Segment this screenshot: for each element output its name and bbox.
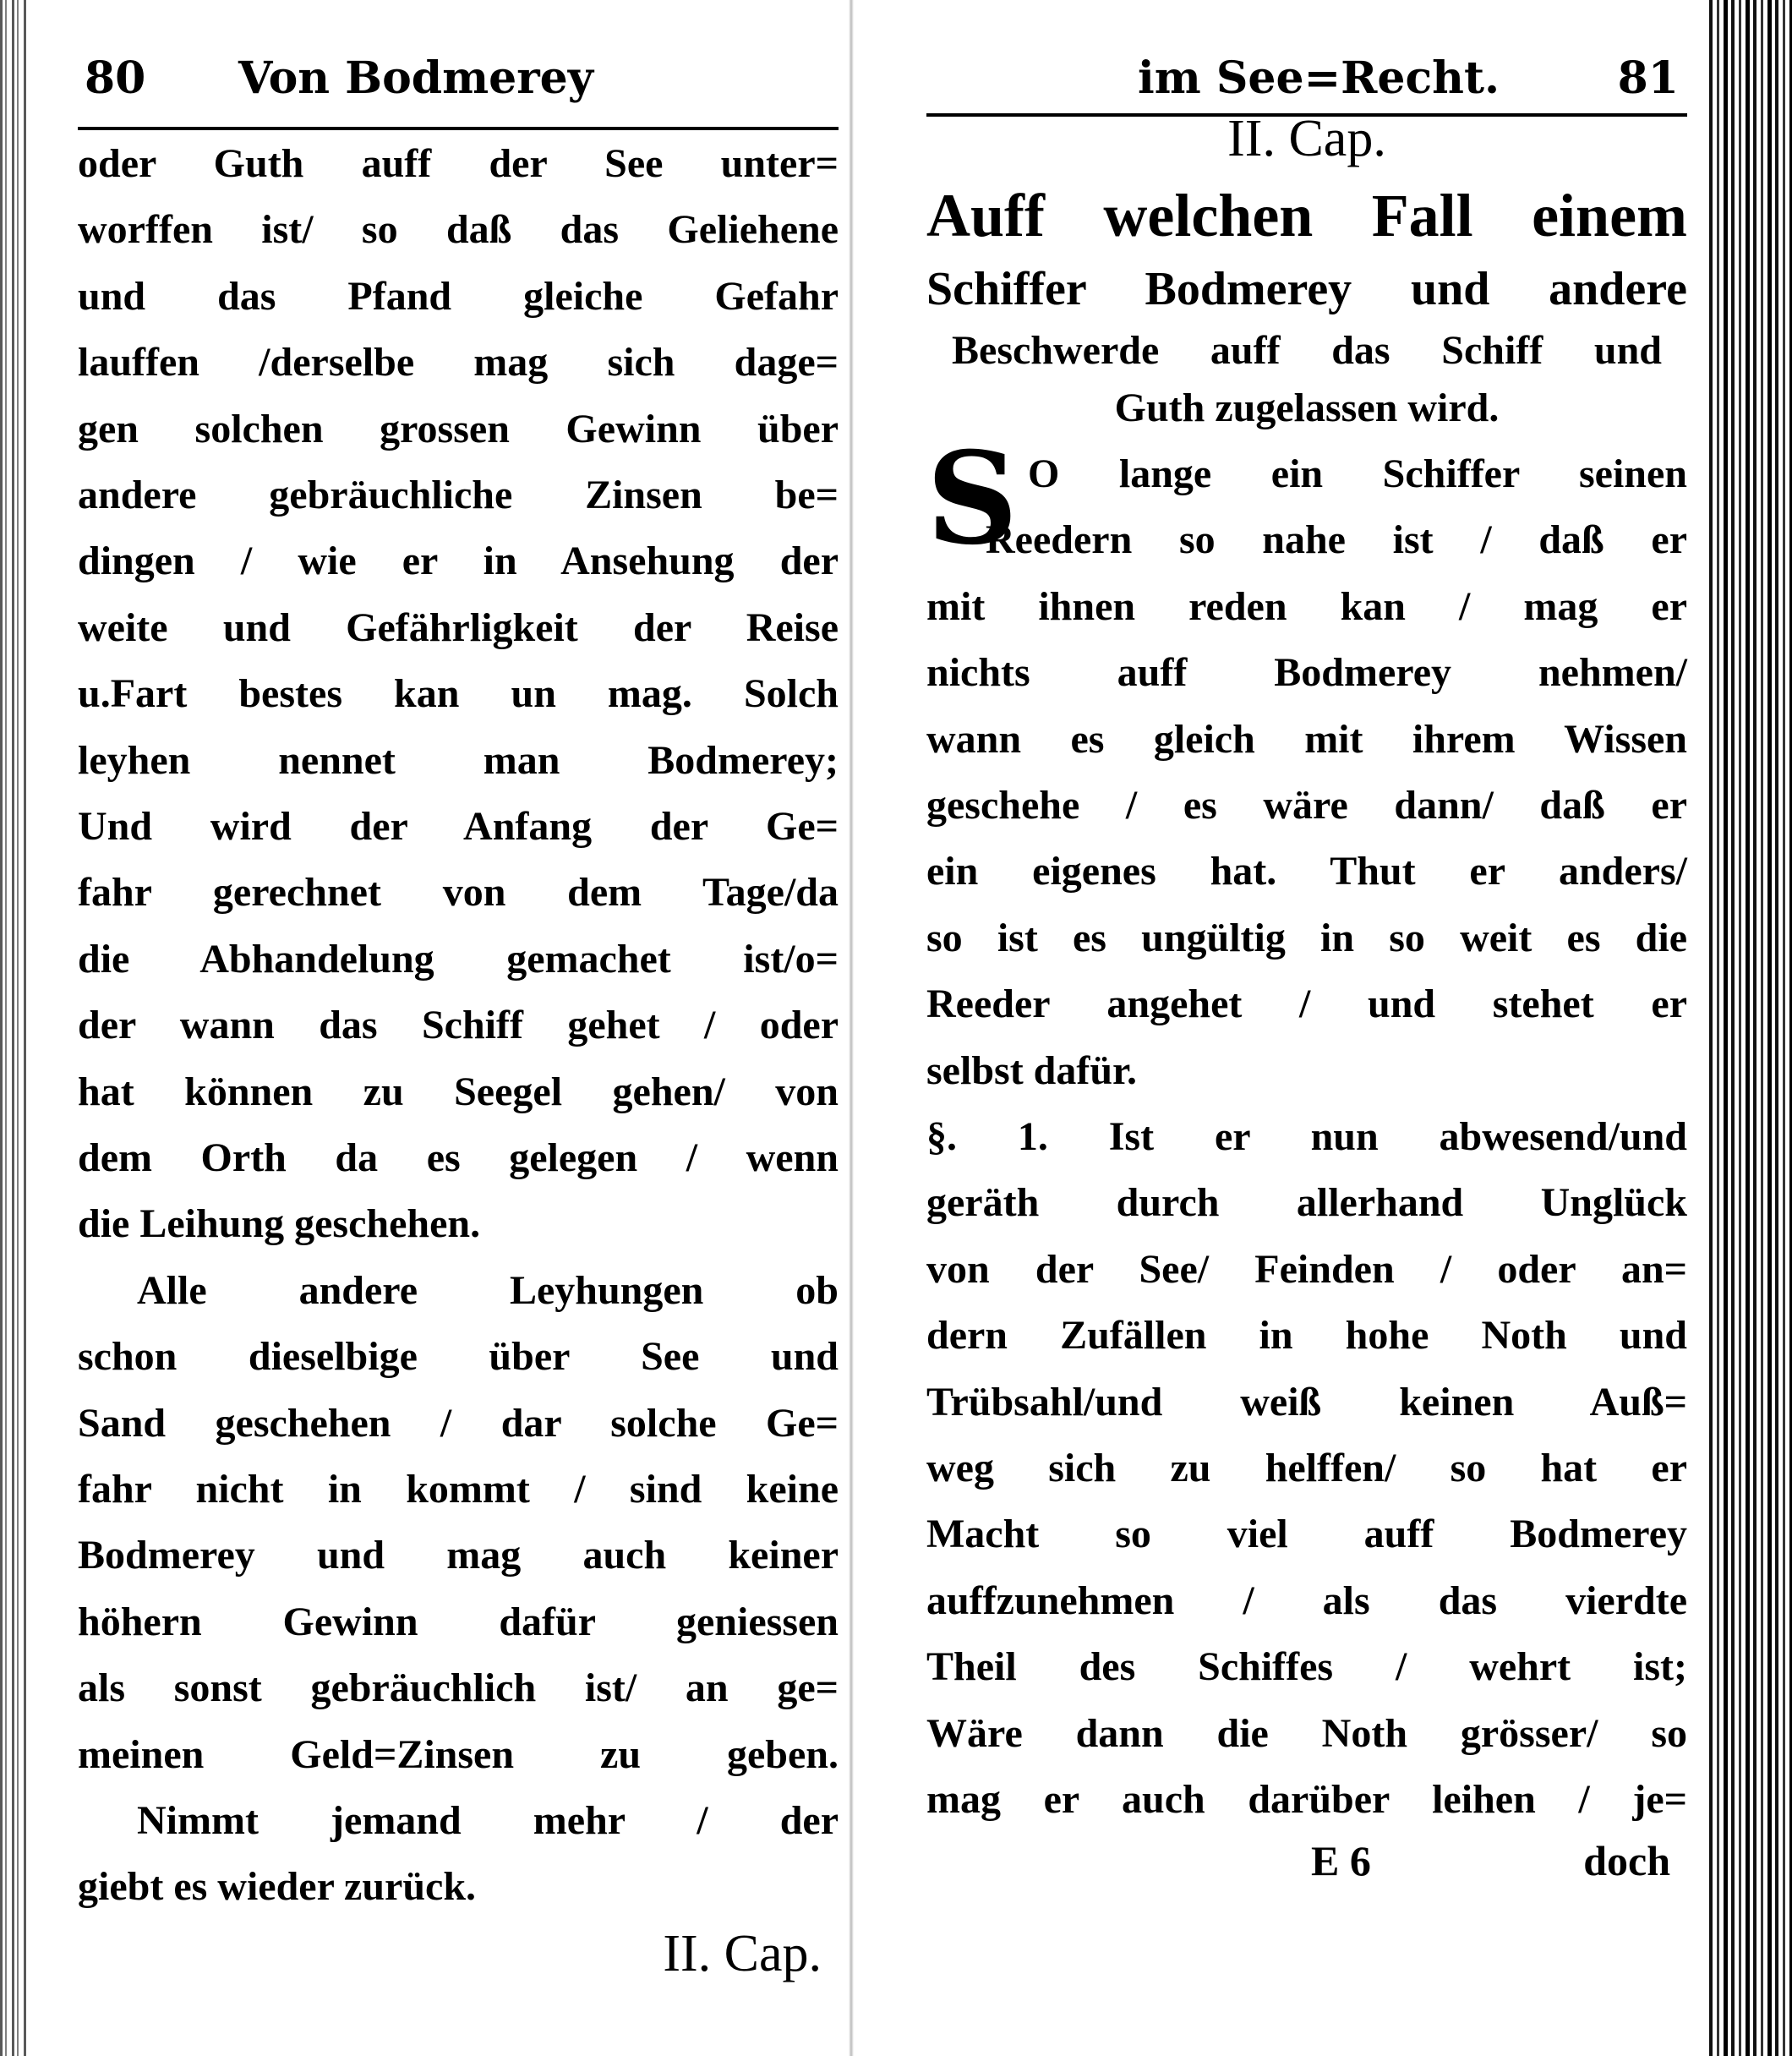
book-gutter [849, 0, 854, 2056]
text-line: leyhen nennet man Bodmerey; [78, 737, 839, 783]
text-line: Trübsahl/und weiß keinen Auß= [926, 1379, 1687, 1424]
text-line: lauffen /derselbe mag sich dage= [78, 340, 839, 386]
text-line: wann es gleich mit ihrem Wissen [926, 716, 1687, 762]
text-line: als sonst gebräuchlich ist/ an ge= [78, 1665, 839, 1711]
page-edge-left [0, 0, 29, 2056]
text-line: ein eigenes hat. Thut er anders/ [926, 849, 1687, 894]
chapter-title-line: Beschwerde auff das Schiff und [952, 328, 1662, 373]
text-line: der wann das Schiff gehet / oder [78, 1003, 839, 1048]
text-line: Reeder angehet / und stehet er [926, 982, 1687, 1027]
drop-cap: S [926, 424, 1019, 573]
text-line: u.Fart bestes kan un mag. Solch [78, 671, 839, 717]
text-line: andere gebräuchliche Zinsen be= [78, 473, 839, 517]
text-line: dem Orth da es gelegen / wenn [78, 1135, 839, 1180]
text-line: giebt es wieder zurück. [78, 1864, 477, 1910]
signature-mark: E 6 [1311, 1837, 1371, 1884]
running-head-title: im See=Recht. [1138, 52, 1500, 104]
text-line: von der See/ Feinden / oder an= [926, 1246, 1687, 1292]
running-head-title: Von Bodmerey [238, 52, 593, 104]
chapter-heading: II. Cap. [1227, 110, 1386, 167]
text-line: Alle andere Leyhungen ob [137, 1267, 839, 1313]
text-line: selbst dafür. [926, 1047, 1137, 1093]
text-line: geräth durch allerhand Unglück [926, 1180, 1687, 1226]
text-line: fahr gerechnet von dem Tage/da [78, 870, 839, 916]
text-line: §. 1. Ist er nun abwesend/und [926, 1114, 1687, 1159]
right-running-head [926, 52, 1687, 112]
header-rule [78, 127, 839, 130]
catchword-left: II. Cap. [663, 1925, 822, 1982]
page-edge-right [1709, 0, 1792, 2056]
text-line: die Abhandelung gemachet ist/o= [78, 936, 839, 982]
text-line: höhern Gewinn dafür geniessen [78, 1599, 839, 1644]
text-line: Und wird der Anfang der Ge= [78, 804, 839, 849]
text-line: hat können zu Seegel gehen/ von [78, 1069, 839, 1114]
text-line: Sand geschehen / dar solche Ge= [78, 1400, 839, 1446]
text-line: weg sich zu helffen/ so hat er [926, 1446, 1687, 1490]
text-line: Wäre dann die Noth grösser/ so [926, 1710, 1687, 1756]
text-line: meinen Geld=Zinsen zu geben. [78, 1731, 839, 1777]
text-line: worffen ist/ so daß das Geliehene [78, 207, 839, 253]
chapter-title-line: Auff welchen Fall einem [926, 182, 1687, 249]
text-line: weite und Gefährligkeit der Reise [78, 604, 839, 650]
chapter-title-line: Guth zugelassen wird. [1114, 386, 1500, 430]
left-running-head [78, 52, 839, 112]
page-number-left: 80 [85, 52, 146, 104]
chapter-title-line: Schiffer Bodmerey und andere [926, 263, 1687, 315]
text-line: Bodmerey und mag auch keiner [78, 1533, 839, 1578]
text-line: geschehe / es wäre dann/ daß er [926, 783, 1687, 828]
text-line: dingen / wie er in Ansehung der [78, 539, 839, 584]
text-line: die Leihung geschehen. [78, 1201, 481, 1247]
text-line: und das Pfand gleiche Gefahr [78, 273, 839, 319]
text-line: nichts auff Bodmerey nehmen/ [926, 650, 1687, 696]
text-line: so ist es ungültig in so weit es die [926, 915, 1687, 960]
text-line: mag er auch darüber leihen / je= [926, 1777, 1687, 1822]
text-line: Theil des Schiffes / wehrt ist; [926, 1644, 1687, 1690]
text-line: Reedern so nahe ist / daß er [986, 517, 1687, 563]
text-line: schon dieselbige über See und [78, 1334, 839, 1380]
text-line: oder Guth auff der See unter= [78, 141, 839, 186]
text-line: mit ihnen reden kan / mag er [926, 583, 1687, 629]
text-line: Nimmt jemand mehr / der [137, 1798, 839, 1843]
text-line: fahr nicht in kommt / sind keine [78, 1467, 839, 1512]
page-number-right: 81 [1617, 52, 1679, 104]
catchword-right: doch [1583, 1837, 1670, 1884]
text-line: dern Zufällen in hohe Noth und [926, 1313, 1687, 1359]
text-line: gen solchen grossen Gewinn über [78, 406, 839, 451]
text-line: auffzunehmen / als das vierdte [926, 1578, 1687, 1623]
text-line: O lange ein Schiffer seinen [1028, 451, 1687, 496]
text-line: Macht so viel auff Bodmerey [926, 1512, 1687, 1557]
